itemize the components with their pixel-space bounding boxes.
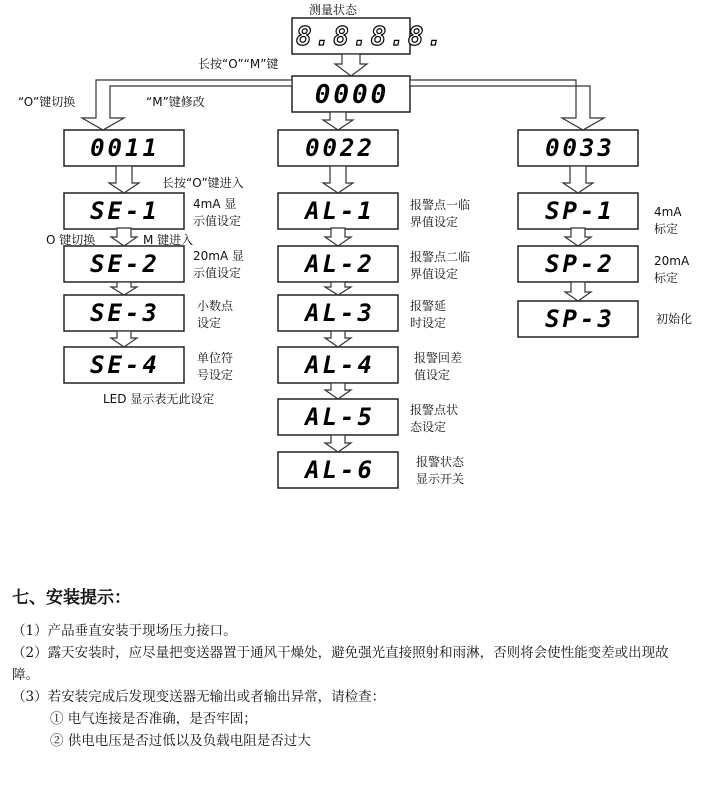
- al-6-desc: 报警状态 显示开关: [416, 455, 465, 486]
- se-2-desc: 20mA 显 示值设定: [193, 249, 244, 280]
- arrow-col2-2: [325, 228, 351, 246]
- arrow-col1-2: [111, 228, 137, 246]
- arrow-col2-1: [323, 166, 353, 193]
- sp-2-desc: 20mA 标定: [654, 254, 690, 285]
- tip-paragraph-2: （2）露天安装时，应尽量把变送器置于通风干燥处，避免强光直接照射和雨淋，否则将会使性能变差或出现故障。: [12, 645, 669, 683]
- al-3-display: AL-3: [305, 299, 375, 327]
- check-item-1: ① 电气连接是否准确，是否牢固；: [50, 711, 257, 727]
- arrow-branch-right: [410, 80, 604, 130]
- led-note-label: LED 显示表无此设定: [103, 392, 215, 406]
- sp-3-desc: 初始化: [656, 312, 693, 326]
- al-6-display: AL-6: [305, 456, 375, 484]
- se-1-display: SE-1: [90, 197, 160, 225]
- arrow-col1-1: [109, 166, 139, 193]
- al-2-display: AL-2: [305, 250, 375, 278]
- arrow-col2-4: [325, 331, 351, 347]
- arrow-col3-1: [563, 166, 593, 193]
- sp-2-display: SP-2: [545, 250, 615, 278]
- arrow-col3-2: [565, 228, 591, 246]
- m-key-modify-label: “M”键修改: [146, 95, 205, 109]
- install-tips-section: [12, 583, 692, 752]
- long-press-om-label: 长按“O”“M”键: [198, 57, 279, 71]
- al-4-display: AL-4: [305, 351, 375, 379]
- arrow-col1-3: [111, 282, 137, 295]
- arrow-col2-6: [325, 435, 351, 452]
- menu-0033-display: 0033: [545, 134, 615, 162]
- al-1-desc: 报警点一临 界值设定: [410, 198, 471, 229]
- arrow-top-to-main: [335, 54, 367, 76]
- al-2-desc: 报警点二临 界值设定: [410, 250, 471, 281]
- o-key-switch-label: “O”键切换: [18, 95, 76, 109]
- al-5-display: AL-5: [305, 403, 375, 431]
- main-display-value: 0000: [314, 80, 390, 110]
- se-2-display: SE-2: [90, 250, 160, 278]
- arrow-col2-3: [325, 282, 351, 295]
- sp-1-display: SP-1: [545, 197, 615, 225]
- m-key-enter-label: M 键进入: [143, 233, 194, 247]
- sp-3-display: SP-3: [545, 305, 615, 333]
- arrow-col2-5: [325, 383, 351, 399]
- se-1-desc: 4mA 显 示值设定: [193, 197, 242, 228]
- long-press-o-enter-label: 长按“O”键进入: [162, 176, 244, 190]
- menu-0022-display: 0022: [305, 134, 375, 162]
- sp-1-desc: 4mA 标定: [654, 205, 682, 236]
- measure-state-label: 测量状态: [309, 3, 358, 17]
- tip-paragraph-1: （1）产品垂直安装于现场压力接口。: [12, 623, 237, 639]
- al-4-desc: 报警回差 值设定: [414, 351, 463, 382]
- section-title: 七、安装提示：: [12, 588, 131, 608]
- measure-display-value: 8.8.8.8.: [296, 22, 446, 52]
- al-1-display: AL-1: [305, 197, 375, 225]
- al-3-desc: 报警延 时设定: [410, 299, 447, 330]
- o-key-switch-label-2: O 键切换: [46, 233, 96, 247]
- se-4-display: SE-4: [90, 351, 160, 379]
- check-item-2: ② 供电电压是否过低以及负载电阻是否过大: [50, 733, 311, 749]
- menu-0011-display: 0011: [90, 134, 160, 162]
- arrow-col3-3: [565, 282, 591, 301]
- arrow-main-to-0022: [323, 112, 353, 130]
- tip-paragraph-3: （3）若安装完成后发现变送器无输出或者输出异常，请检查：: [12, 689, 386, 705]
- se-4-desc: 单位符 号设定: [197, 351, 234, 382]
- al-5-desc: 报警点状 态设定: [410, 403, 459, 434]
- se-3-display: SE-3: [90, 299, 160, 327]
- arrow-col1-4: [111, 331, 137, 347]
- se-3-desc: 小数点 设定: [197, 299, 234, 330]
